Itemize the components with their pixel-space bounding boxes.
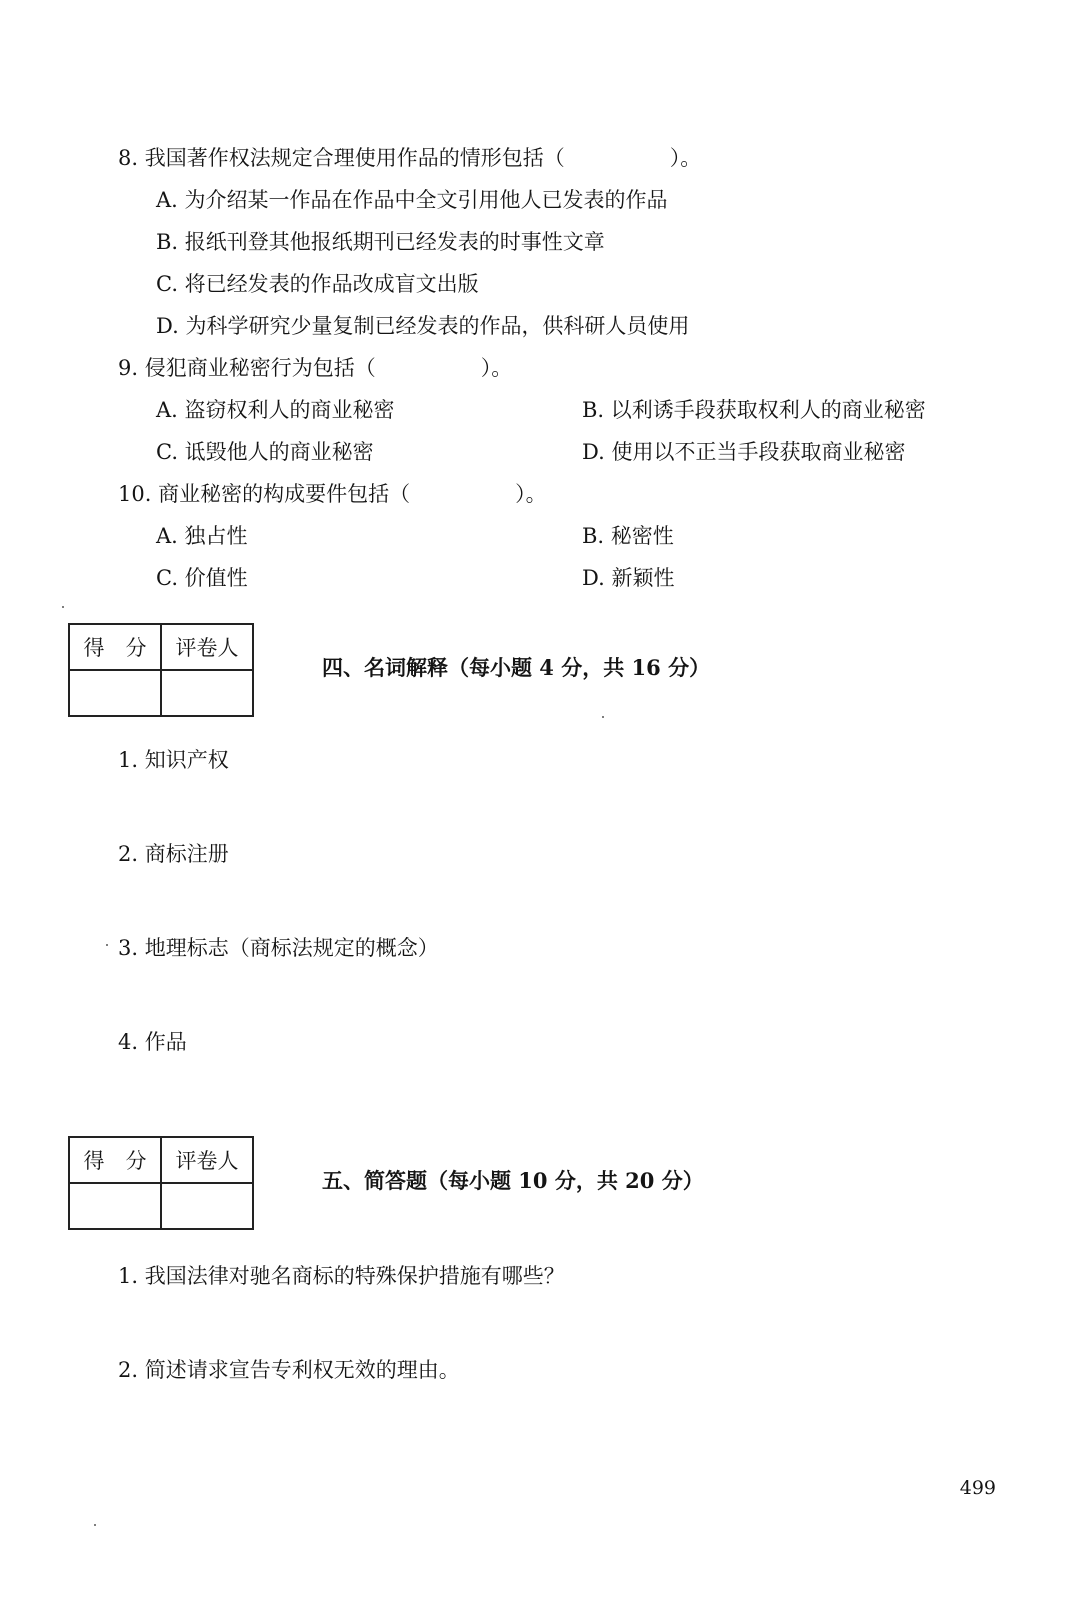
score-cell[interactable] xyxy=(69,1183,161,1229)
question-10-option-c: C. 价值性 xyxy=(156,566,248,590)
question-10-option-a: A. 独占性 xyxy=(156,524,248,548)
question-8-stem: 8. 我国著作权法规定合理使用作品的情形包括（ ）。 xyxy=(118,146,702,170)
question-10-option-b: B. 秘密性 xyxy=(582,524,674,548)
grader-header: 评卷人 xyxy=(161,1137,253,1183)
score-table-section-5 xyxy=(68,1136,254,1230)
question-8-option-b: B. 报纸刊登其他报纸期刊已经发表的时事性文章 xyxy=(156,230,605,254)
scan-speck xyxy=(94,1524,96,1526)
page-number: 499 xyxy=(959,1477,996,1499)
question-10-stem: 10. 商业秘密的构成要件包括（ ）。 xyxy=(118,482,547,506)
question-9-option-d: D. 使用以不正当手段获取商业秘密 xyxy=(582,440,906,464)
score-cell[interactable] xyxy=(69,670,161,716)
question-9-option-c: C. 诋毁他人的商业秘密 xyxy=(156,440,374,464)
section-5-item-2: 2. 简述请求宣告专利权无效的理由。 xyxy=(118,1358,460,1382)
question-8-option-a: A. 为介绍某一作品在作品中全文引用他人已发表的作品 xyxy=(156,188,668,212)
score-header: 得 分 xyxy=(69,1137,161,1183)
section-5-item-1: 1. 我国法律对驰名商标的特殊保护措施有哪些？ xyxy=(118,1264,565,1288)
section-4-item-3: 3. 地理标志（商标法规定的概念） xyxy=(118,936,439,960)
section-4-item-1: 1. 知识产权 xyxy=(118,748,229,772)
question-8-option-d: D. 为科学研究少量复制已经发表的作品，供科研人员使用 xyxy=(156,314,690,338)
grader-header: 评卷人 xyxy=(161,624,253,670)
grader-cell[interactable] xyxy=(161,670,253,716)
question-9-option-b: B. 以利诱手段获取权利人的商业秘密 xyxy=(582,398,926,422)
section-5-title: 五、简答题（每小题 10 分，共 20 分） xyxy=(322,1168,704,1193)
scan-speck xyxy=(106,944,108,946)
question-9-option-a: A. 盗窃权利人的商业秘密 xyxy=(156,398,395,422)
scan-speck xyxy=(602,716,604,718)
score-header: 得 分 xyxy=(69,624,161,670)
question-8-option-c: C. 将已经发表的作品改成盲文出版 xyxy=(156,272,479,296)
section-4-item-4: 4. 作品 xyxy=(118,1030,187,1054)
section-4-item-2: 2. 商标注册 xyxy=(118,842,229,866)
grader-cell[interactable] xyxy=(161,1183,253,1229)
scan-speck xyxy=(62,606,64,608)
score-table-section-4 xyxy=(68,623,254,717)
question-9-stem: 9. 侵犯商业秘密行为包括（ ）。 xyxy=(118,356,513,380)
section-4-title: 四、名词解释（每小题 4 分，共 16 分） xyxy=(322,655,711,680)
question-10-option-d: D. 新颖性 xyxy=(582,566,675,590)
